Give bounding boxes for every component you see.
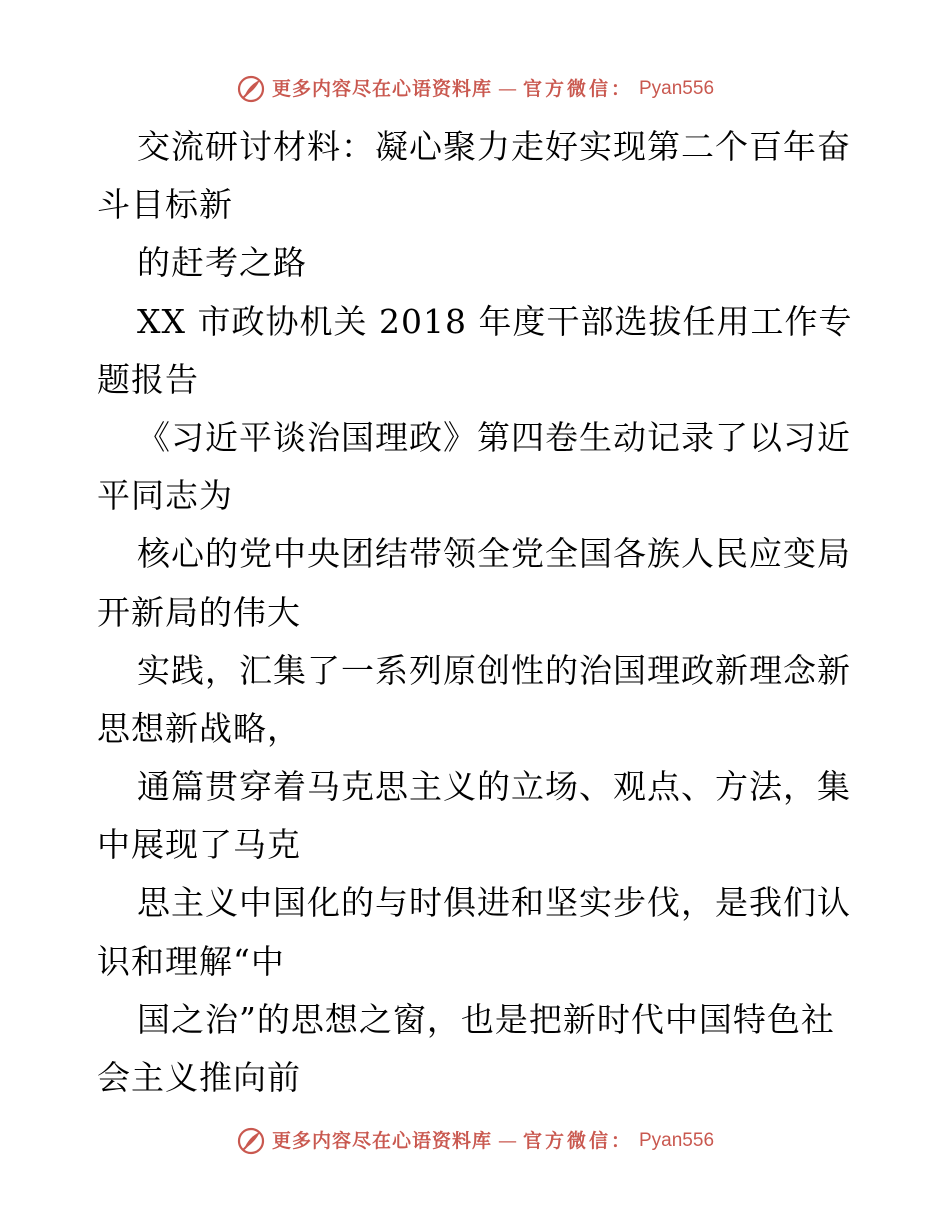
text-line: 开新局的伟大 — [97, 592, 301, 632]
document-body — [97, 118, 867, 1107]
text-line: 斗目标新 — [97, 185, 233, 225]
text-line: 中展现了马克 — [97, 825, 301, 865]
header-banner — [0, 72, 950, 106]
text-line: 思想新战略， — [97, 708, 301, 748]
text-line: 核心的党中央团结带领全党全国各族人民应变局 — [137, 534, 851, 574]
banner-wechat-id: Pyan556 — [639, 78, 715, 99]
quill-seal-icon — [236, 1126, 266, 1156]
banner-wechat-id: Pyan556 — [639, 1130, 715, 1151]
text-line: 国之治”的思想之窗，也是把新时代中国特色社 — [137, 999, 835, 1039]
banner-official-label: 官方微信： — [522, 1130, 633, 1152]
text-line: XX 市政协机关 2018 年度干部选拔任用工作专 — [137, 301, 853, 341]
banner-brand-text: 更多内容尽在心语资料库 — [271, 1130, 492, 1152]
text-line: 会主义推向前 — [97, 1058, 301, 1097]
banner-separator: — — [497, 1130, 517, 1152]
text-line: 识和理解“中 — [97, 941, 285, 981]
text-line: 思主义中国化的与时俱进和坚实步伐，是我们认 — [137, 883, 851, 923]
banner-separator: — — [497, 78, 517, 100]
text-line: 实践，汇集了一系列原创性的治国理政新理念新 — [137, 650, 851, 690]
banner-brand-text: 更多内容尽在心语资料库 — [271, 78, 492, 100]
text-line: 题报告 — [97, 359, 199, 399]
footer-banner — [0, 1124, 950, 1158]
text-line: 《习近平谈治国理政》第四卷生动记录了以习近 — [137, 417, 851, 457]
text-line: 平同志为 — [97, 476, 233, 516]
text-line: 的赶考之路 — [137, 243, 307, 283]
text-line: 通篇贯穿着马克思主义的立场、观点、方法，集 — [137, 767, 851, 807]
text-line: 交流研讨材料：凝心聚力走好实现第二个百年奋 — [137, 127, 851, 166]
quill-seal-icon — [236, 74, 266, 104]
banner-official-label: 官方微信： — [522, 78, 633, 100]
